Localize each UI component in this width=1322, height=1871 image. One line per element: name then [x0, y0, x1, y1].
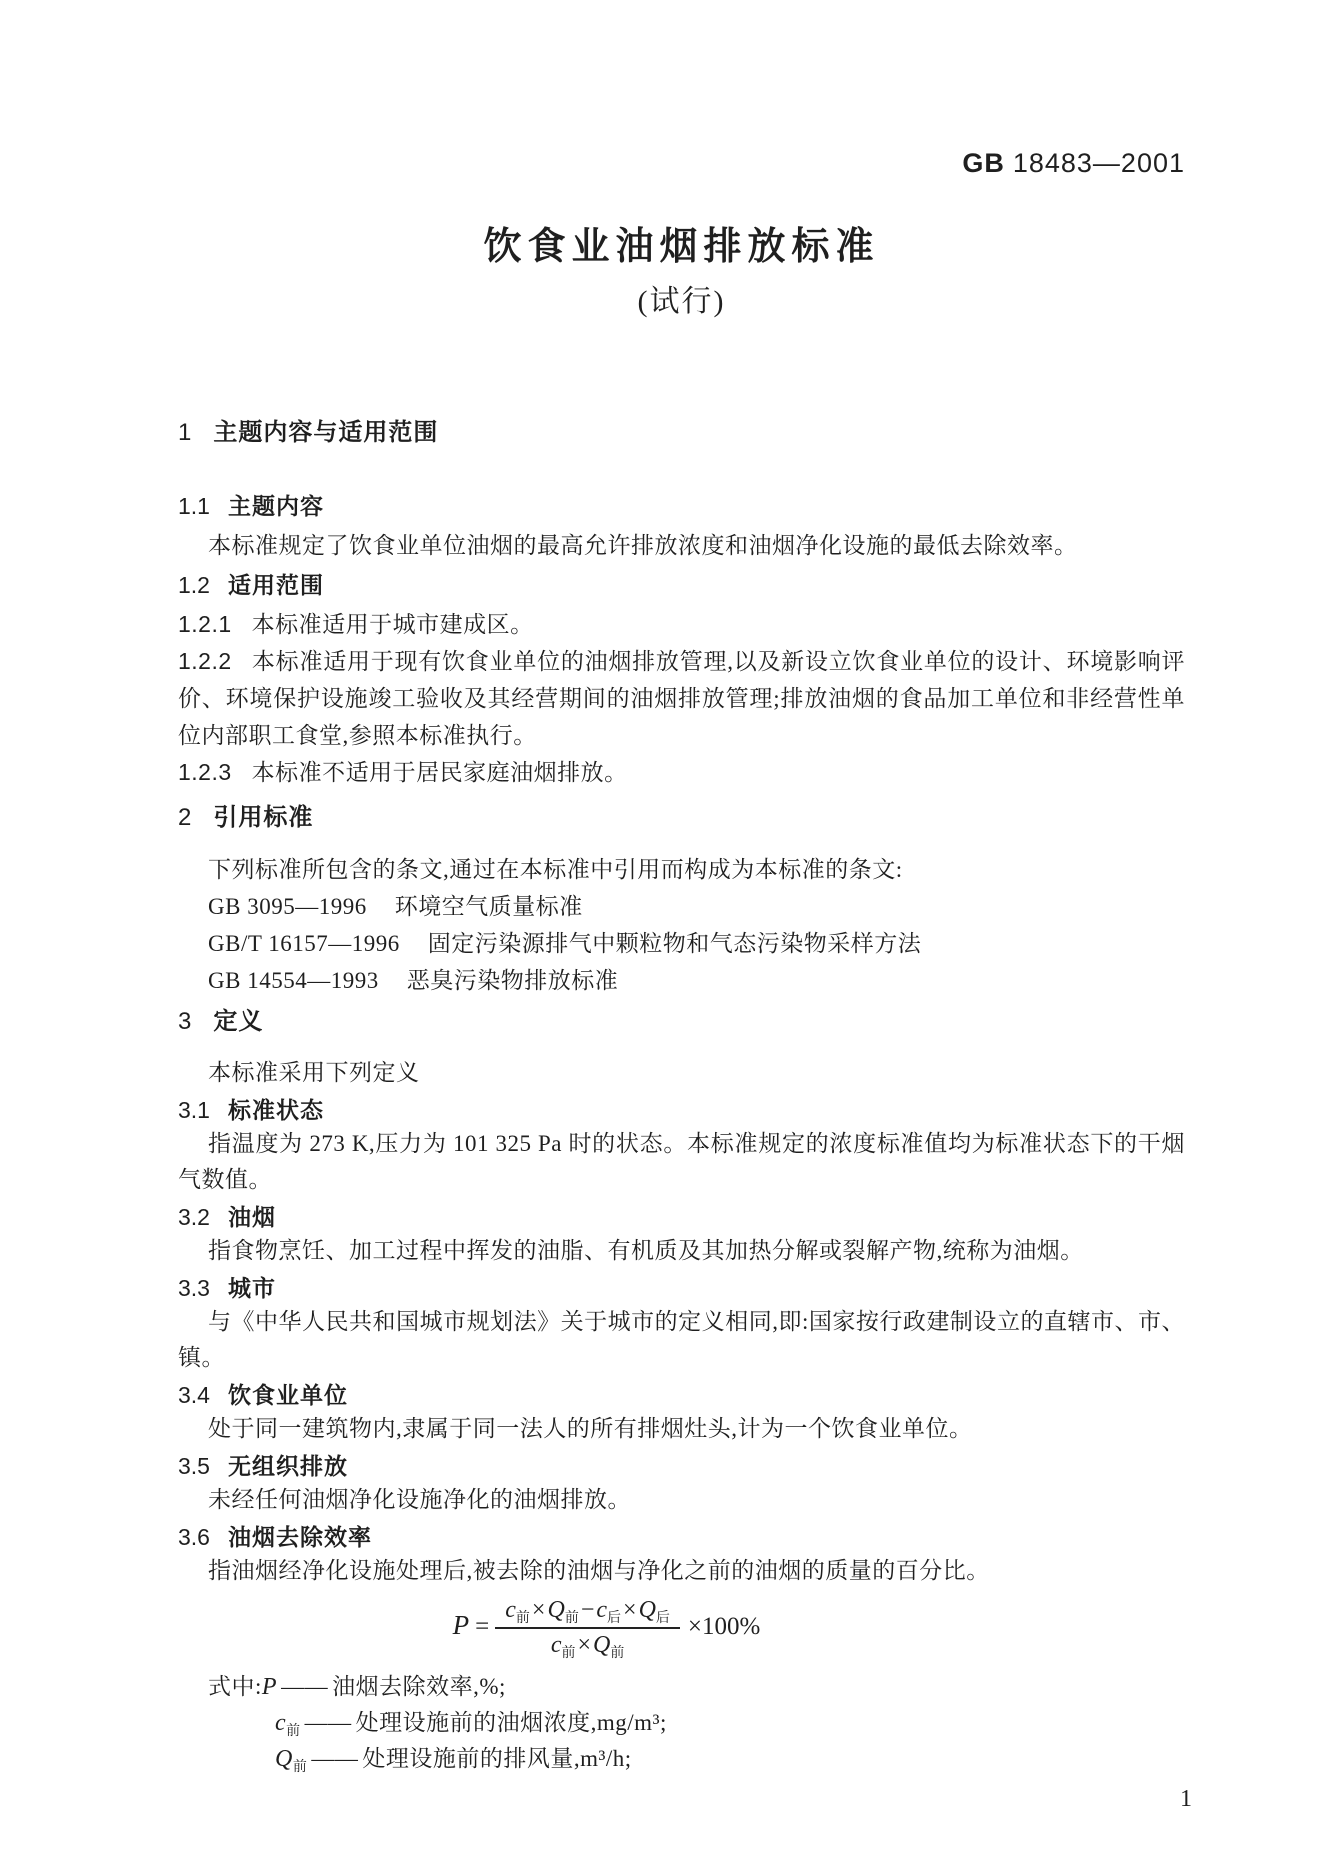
- clause-text: 本标准不适用于居民家庭油烟排放。: [251, 760, 628, 785]
- definition-term: 油烟: [227, 1204, 276, 1230]
- clause-1-2-heading: [178, 569, 1185, 601]
- clause-title: 主题内容: [227, 493, 324, 519]
- definition-3-3-heading: [178, 1272, 1185, 1304]
- term-subscript: 前: [286, 1724, 301, 1739]
- definition-term: 饮食业单位: [227, 1382, 348, 1408]
- clause-number: 1.2: [178, 572, 210, 598]
- operator-times: ×: [623, 1597, 637, 1623]
- removal-efficiency-formula: [178, 1597, 1035, 1659]
- operator-times: ×: [531, 1597, 546, 1623]
- var-subscript: 前: [564, 1611, 579, 1626]
- clause-number: 1.2.1: [178, 611, 232, 637]
- page-number: 1: [1180, 1786, 1192, 1812]
- term-symbol: c: [275, 1710, 287, 1736]
- section-3-intro: 本标准采用下列定义: [208, 1060, 420, 1085]
- term-symbol: Q: [275, 1746, 293, 1772]
- definition-3-3-text: 与《中华人民共和国城市规划法》关于城市的定义相同,即:国家按行政建制设立的直辖市、市、镇。: [178, 1309, 1185, 1370]
- definition-3-4-heading: [178, 1379, 1185, 1411]
- definition-term: 标准状态: [227, 1097, 324, 1123]
- clause-number: 3.3: [178, 1275, 210, 1301]
- formula-term-q-before: [178, 1741, 1185, 1777]
- clause-number: 1.1: [178, 493, 210, 519]
- reference-title: 环境空气质量标准: [394, 894, 583, 919]
- section-title: 主题内容与适用范围: [213, 419, 439, 446]
- term-subscript: 前: [292, 1760, 308, 1775]
- definition-3-1-text: 指温度为 273 K,压力为 101 325 Pa 时的状态。本标准规定的浓度标准值均为标准状态下的干烟气数值。: [178, 1131, 1185, 1192]
- clause-title: 适用范围: [227, 572, 324, 598]
- definition-3-6-heading: [178, 1521, 1185, 1553]
- clause-number: 3.1: [178, 1097, 210, 1123]
- term-dash: ——: [281, 1674, 329, 1699]
- formula-lhs: P: [452, 1609, 470, 1640]
- definition-3-5-heading: [178, 1450, 1185, 1482]
- reference-item: [178, 888, 1185, 925]
- var-q-before: Q: [547, 1597, 565, 1623]
- var-q-before: Q: [593, 1632, 611, 1658]
- var-q-after: Q: [638, 1597, 656, 1623]
- definition-3-4-text: 处于同一建筑物内,隶属于同一法人的所有排烟灶头,计为一个饮食业单位。: [208, 1416, 973, 1441]
- reference-code: GB 14554—1993: [208, 968, 379, 993]
- clause-text: 本标准适用于现有饮食业单位的油烟排放管理,以及新设立饮食业单位的设计、环境影响评价、环境保护设施竣工验收及其经营期间的油烟排放管理;排放油烟的食品加工单位和非经营性单位内部职工食堂,参照本标准执行。: [178, 649, 1185, 748]
- document-subtitle: (试行): [637, 285, 726, 318]
- clause-1-2-1-paragraph: [178, 606, 1185, 643]
- formula-multiplier: ×100%: [687, 1612, 761, 1640]
- formula-fraction: [495, 1597, 680, 1659]
- clause-text: 本标准适用于城市建成区。: [251, 612, 534, 637]
- var-subscript: 前: [610, 1646, 625, 1661]
- clause-number: 3.5: [178, 1453, 210, 1479]
- var-c-before: c: [505, 1597, 516, 1623]
- section-2-intro: 下列标准所包含的条文,通过在本标准中引用而构成为本标准的条文:: [208, 857, 903, 882]
- section-title: 引用标准: [213, 804, 314, 831]
- reference-item: [178, 925, 1185, 962]
- definition-3-1-heading: [178, 1094, 1185, 1126]
- fraction-numerator: [495, 1597, 680, 1629]
- clause-number: 3.4: [178, 1382, 210, 1408]
- term-description: 油烟去除效率,%;: [332, 1674, 506, 1699]
- reference-code: GB 3095—1996: [208, 894, 367, 919]
- definition-term: 城市: [227, 1275, 276, 1301]
- section-number: 3: [178, 1008, 192, 1035]
- document-title: 饮食业油烟排放标准: [483, 226, 880, 268]
- definition-term: 无组织排放: [227, 1453, 348, 1479]
- section-3-heading: [178, 1005, 1185, 1039]
- clause-number: 3.2: [178, 1204, 210, 1230]
- formula-term-c-before: [178, 1705, 1185, 1741]
- term-dash: ——: [304, 1710, 352, 1735]
- formula-term-p: [178, 1669, 1185, 1705]
- operator-minus: −: [580, 1597, 595, 1623]
- clause-1-1-heading: [178, 490, 1185, 522]
- var-subscript: 前: [515, 1611, 530, 1626]
- standard-code-number: 18483—2001: [1012, 148, 1185, 178]
- definition-3-5-text: 未经任何油烟净化设施净化的油烟排放。: [208, 1487, 631, 1512]
- section-title: 定义: [213, 1008, 264, 1035]
- clause-1-2-3-paragraph: [178, 754, 1185, 791]
- definition-term: 油烟去除效率: [227, 1524, 372, 1550]
- clause-1-2-2-paragraph: [178, 643, 1185, 754]
- definition-3-2-heading: [178, 1201, 1185, 1233]
- var-subscript: 后: [607, 1611, 622, 1626]
- where-intro: 式中:: [208, 1674, 262, 1699]
- standard-code-prefix: GB: [962, 148, 1005, 178]
- reference-code: GB/T 16157—1996: [208, 931, 400, 956]
- var-subscript: 前: [561, 1646, 576, 1661]
- section-1-heading: [178, 416, 1185, 450]
- clause-number: 1.2.3: [178, 759, 232, 785]
- section-2-heading: [178, 801, 1185, 835]
- operator-times: ×: [577, 1632, 592, 1658]
- section-number: 2: [178, 804, 192, 831]
- fraction-denominator: [495, 1629, 680, 1659]
- clause-1-1-paragraph: 本标准规定了饮食业单位油烟的最高允许排放浓度和油烟净化设施的最低去除效率。: [208, 533, 1078, 558]
- var-c-after: c: [596, 1597, 608, 1623]
- reference-title: 固定污染源排气中颗粒物和气态污染物采样方法: [427, 931, 922, 956]
- term-description: 处理设施前的排风量,m³/h;: [362, 1746, 632, 1771]
- definition-3-2-text: 指食物烹饪、加工过程中挥发的油脂、有机质及其加热分解或裂解产物,统称为油烟。: [208, 1238, 1084, 1263]
- reference-title: 恶臭污染物排放标准: [406, 968, 619, 993]
- var-subscript: 后: [655, 1611, 670, 1626]
- var-c-before: c: [550, 1632, 562, 1658]
- term-symbol: P: [261, 1674, 278, 1700]
- reference-item: [178, 962, 1185, 999]
- definition-3-6-text: 指油烟经净化设施处理后,被去除的油烟与净化之前的油烟的质量的百分比。: [208, 1558, 990, 1583]
- clause-number: 3.6: [178, 1524, 210, 1550]
- standard-code: [178, 148, 1185, 178]
- section-number: 1: [178, 419, 192, 446]
- clause-number: 1.2.2: [178, 648, 232, 674]
- formula-equals: =: [475, 1612, 490, 1640]
- term-dash: ——: [311, 1746, 359, 1771]
- term-description: 处理设施前的油烟浓度,mg/m³;: [355, 1710, 667, 1735]
